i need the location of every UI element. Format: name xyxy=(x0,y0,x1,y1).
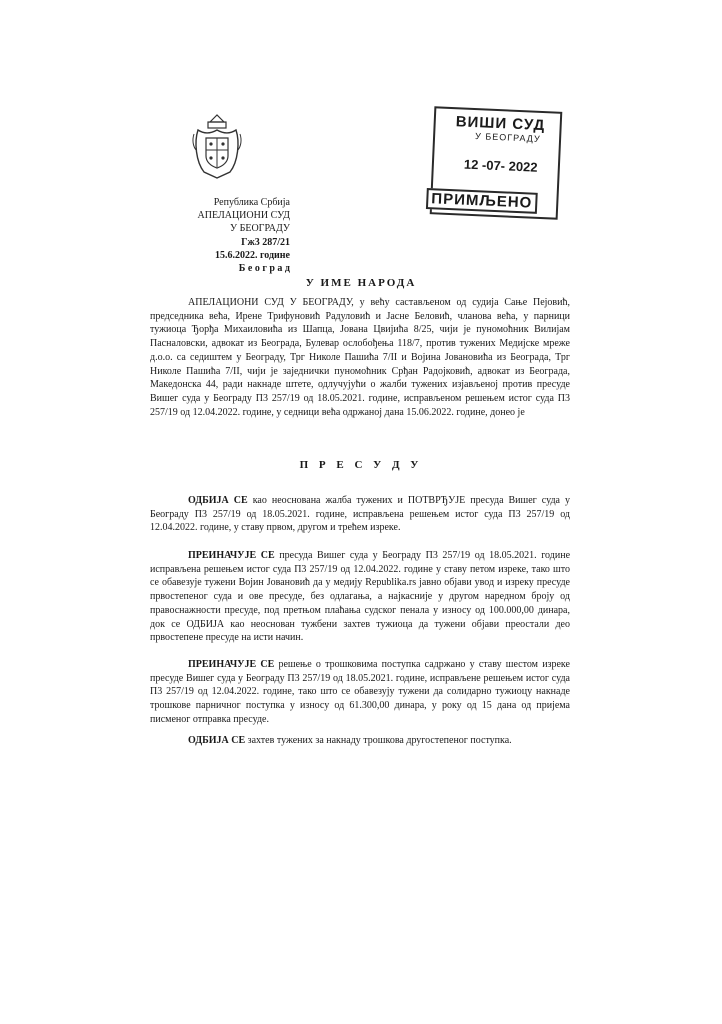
stamp-city: У БЕОГРАДУ xyxy=(474,131,541,144)
court-city: У БЕОГРАДУ xyxy=(230,223,290,235)
document-place: Б е о г р а д xyxy=(238,263,290,275)
stamp-received-label: ПРИМЉЕНО xyxy=(426,188,538,214)
stamp-court-name: ВИШИ СУД xyxy=(455,113,546,135)
paragraph-text: пресуда Вишег суда у Београду П3 257/19 од 18.05.2021. године исправљена решењем истог суда П3 257/19 од 12.04.2022. године у ставу петом изреке, тако што се обавезује тужени Војин Јовановић да у медију Republika.rs јавно објави увод и изреку пресуде првостепеног суда и ове пресуде, без одлагања, а најкасније у другом наредном броју од правоснажности пресуде, под претњом плаћања судског пенала у износу од 100.000,00 динара, док се ОДБИЈА као неоснован тужбени захтев тужиоца да тужени објави преостали део првостепене пресуде на исти начин. xyxy=(150,550,571,644)
document-title: У ИМЕ НАРОДА xyxy=(305,277,417,289)
paragraph-lead: ОДБИЈА СЕ xyxy=(188,735,246,746)
document-date: 15.6.2022. године xyxy=(214,249,290,261)
paragraph-text: захтев тужених за накнаду трошкова другостепеног поступка. xyxy=(245,735,512,746)
paragraph-text: решење о трошковима поступка садржано у ставу шестом изреке пресуде Вишег суда у Београду П3 257/19 од 18.05.2021. године, исправљене решењем истог суда П3 257/19 од 12.04.2022. године, тако што се обавезују тужени да солидарно тужиоцу накнаде трошкове парничног поступка у износу од 61.300,00 динара, у року од 15 дана од пријема писменог отправка пресуде. xyxy=(150,659,570,725)
paragraph-text: као неоснована жалба тужених и ПОТВРЂУЈЕ пресуда Вишег суда у Београду П3 257/19 од 18.05.2021. године, исправљена решењем истог суда П3 257/19 од 12.04.2022. године, у ставу првом, другом и трећем изреке. xyxy=(150,495,570,534)
paragraph-lead: ПРЕИНАЧУЈЕ СЕ xyxy=(188,659,275,670)
verdict-paragraph-3 xyxy=(150,658,570,727)
paragraph-lead: ОДБИЈА СЕ xyxy=(188,495,248,506)
serbian-coat-of-arms-icon xyxy=(190,112,244,182)
verdict-paragraph-1 xyxy=(150,494,570,535)
stamp-date: 12 -07- 2022 xyxy=(463,156,538,175)
intro-paragraph: АПЕЛАЦИОНИ СУД У БЕОГРАДУ, у већу састављеном од судија Сање Пејовић, председника већа, Ирене Трифуновић Радуловић и Јасне Беловић, чланова већа, у парници тужиоца Ђорђа Михаиловића из Шапца, Јована Цвијића 8/25, чији је пуномоћник Вилијам Пасналовски, адвокат из Београда, Булевар ослобођења 118/7, против тужених Медијске мреже д.о.о. са седиштем у Београду, Трг Николе Пашића 7/II и Војина Јовановића из Београда, Трг Николе Пашића 7/II, чији је заједнички пуномоћник Срђан Радојковић, адвокат из Београда, Македонска 44, ради накнаде штете, одлучујући о жалби тужених изјављеној против пресуде Вишег суда у Београду П3 257/19 од 18.05.2021. године, исправљеном решењем истог суда П3 257/19 од 12.04.2022. године, у седници већа одржаној дана 15.06.2022. године, донео је xyxy=(150,297,570,418)
verdict-paragraph-2 xyxy=(150,549,570,645)
case-number: Гж3 287/21 xyxy=(241,236,290,248)
court-header xyxy=(120,196,290,275)
court-name: АПЕЛАЦИОНИ СУД xyxy=(197,210,290,222)
republic-name: Република Србија xyxy=(213,197,290,208)
verdict-title: П Р Е С У Д У xyxy=(299,459,423,471)
paragraph-lead: ПРЕИНАЧУЈЕ СЕ xyxy=(188,550,275,561)
verdict-paragraph-4 xyxy=(150,734,570,748)
received-stamp xyxy=(430,106,563,219)
